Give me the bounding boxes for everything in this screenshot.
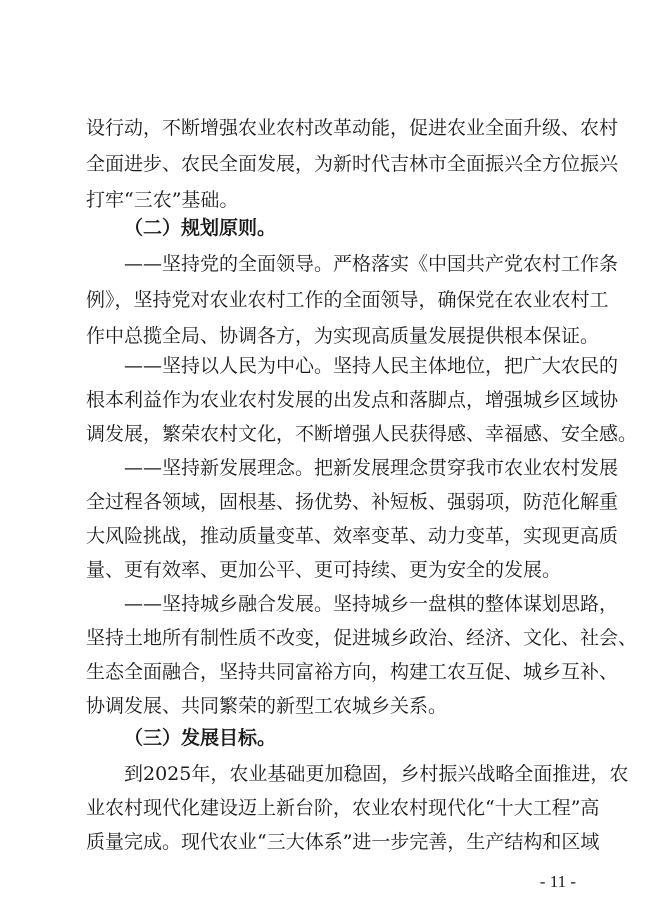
body-text-line: 大风险挑战，推动质量变革、效率变革、动力变革，实现更高质 (86, 525, 619, 547)
body-text-line: 量、更有效率、更加公平、更可持续、更为安全的发展。 (86, 559, 562, 581)
body-text-line: 作中总揽全局、协调各方，为实现高质量发展提供根本保证。 (86, 325, 600, 347)
body-text-line: 例》，坚持党对农业农村工作的全面领导，确保党在农业农村工 (86, 289, 609, 311)
body-text-line: 到2025年，农业基础更加稳固，乡村振兴战略全面推进，农 (124, 763, 629, 785)
body-text-line: ——坚持新发展理念。把新发展理念贯穿我市农业农村发展 (124, 457, 619, 479)
section-heading-goals: （三）发展目标。 (124, 727, 277, 749)
body-text-line: ——坚持党的全面领导。严格落实《中国共产党农村工作条 (124, 253, 619, 275)
body-text-line: 根本利益作为农业农村发展的出发点和落脚点，增强城乡区域协 (86, 389, 619, 411)
body-text-line: 打牢“三农”基础。 (86, 189, 239, 211)
body-text-line: ——坚持城乡融合发展。坚持城乡一盘棋的整体谋划思路， (124, 593, 619, 615)
body-text-line: 坚持土地所有制性质不改变，促进城乡政治、经济、文化、社会、 (86, 627, 638, 649)
body-text-line: 协调发展、共同繁荣的新型工农城乡关系。 (86, 695, 448, 717)
section-heading-principles: （二）规划原则。 (124, 217, 277, 239)
body-text-line: 全面进步、农民全面发展，为新时代吉林市全面振兴全方位振兴 (86, 153, 619, 175)
page-number: - 11 - (539, 872, 576, 891)
body-text-line: 生态全面融合，坚持共同富裕方向，构建工农互促、城乡互补、 (86, 661, 619, 683)
body-text-line: 调发展，繁荣农村文化，不断增强人民获得感、幸福感、安全感。 (86, 423, 638, 445)
body-text-line: ——坚持以人民为中心。坚持人民主体地位，把广大农民的 (124, 355, 619, 377)
body-text-line: 全过程各领域，固根基、扬优势、补短板、强弱项，防范化解重 (86, 491, 619, 513)
body-text-line: 业农村现代化建设迈上新台阶，农业农村现代化“十大工程”高 (86, 797, 600, 819)
body-text-line: 质量完成。现代农业“三大体系”进一步完善，生产结构和区域 (86, 831, 600, 853)
body-text-line: 设行动，不断增强农业农村改革动能，促进农业全面升级、农村 (86, 117, 619, 139)
